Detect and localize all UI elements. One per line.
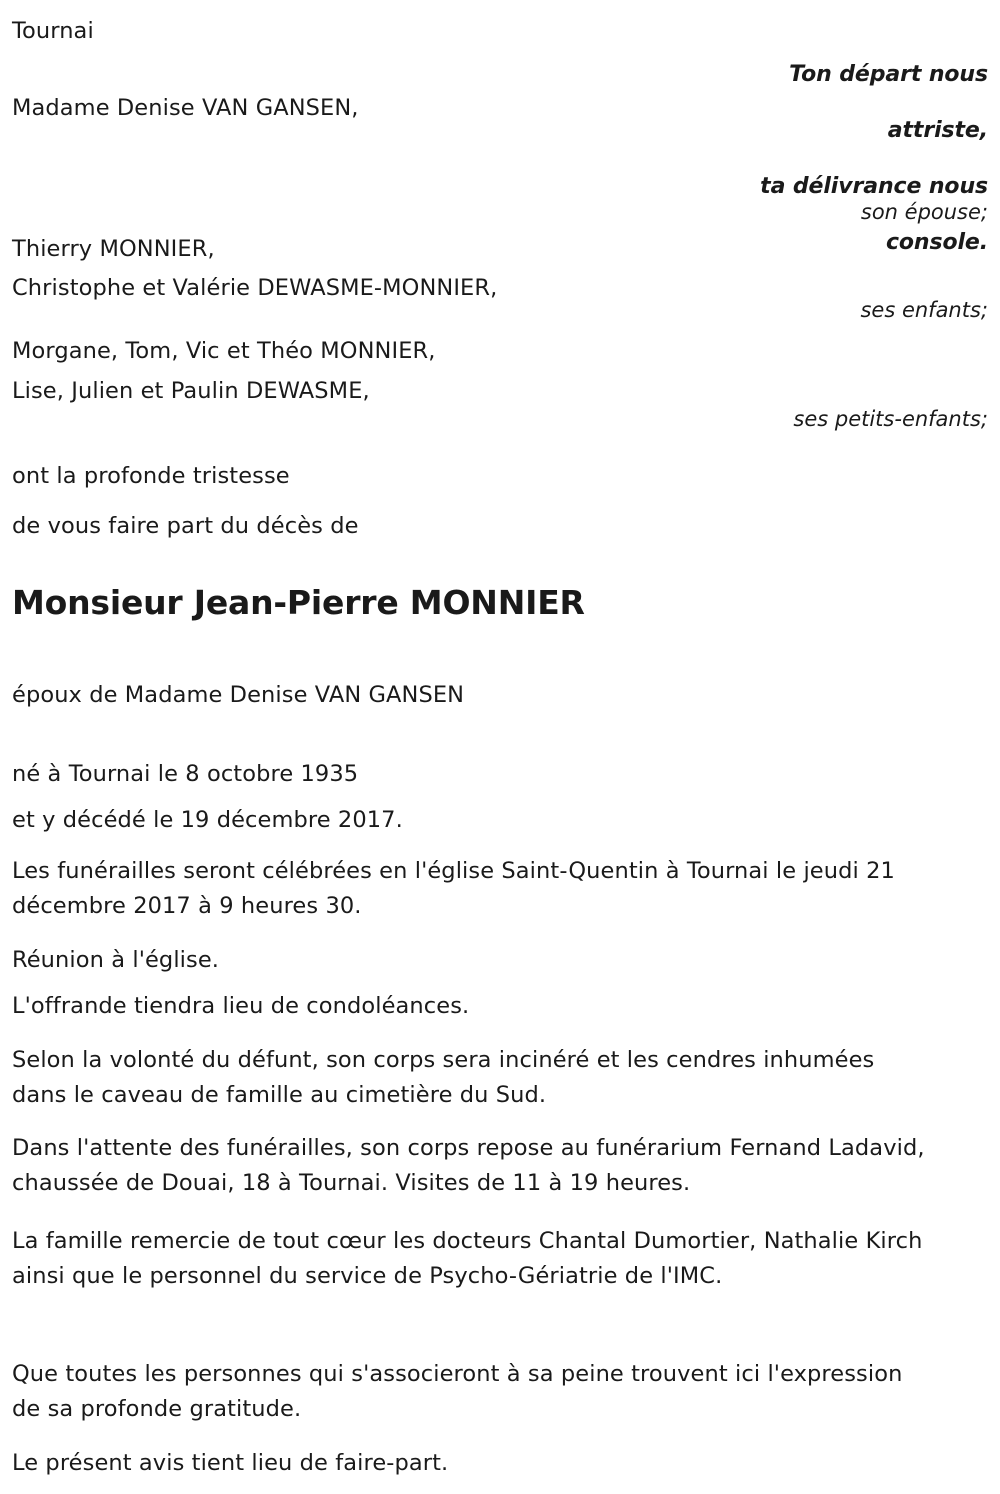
family-grandchild-name-2: Lise, Julien et Paulin DEWASME,	[12, 378, 370, 404]
family-grandchild-name-1: Morgane, Tom, Vic et Théo MONNIER,	[12, 338, 436, 364]
epitaph-line-1: Ton départ nous	[789, 62, 988, 87]
notice-paragraph: Le présent avis tient lieu de faire-part.	[12, 1450, 449, 1476]
locality-text: Tournai	[12, 18, 94, 44]
deceased-death-date: et y décédé le 19 décembre 2017.	[12, 807, 403, 833]
thanks-gratitude-paragraph: Que toutes les personnes qui s'associeront à sa peine trouvent ici l'expression de sa profonde gratitude.	[12, 1361, 903, 1422]
gathering-paragraph: Réunion à l'église.	[12, 947, 220, 973]
cremation-paragraph: Selon la volonté du défunt, son corps sera incinéré et les cendres inhumées dans le caveau de famille au cimetière du Sud.	[12, 1047, 875, 1108]
funerarium-paragraph: Dans l'attente des funérailles, son corps repose au funérarium Fernand Ladavid, chaussée de Douai, 18 à Tournai. Visites de 11 à 19 heures.	[12, 1135, 925, 1196]
family-child-name-2: Christophe et Valérie DEWASME-MONNIER,	[12, 275, 498, 301]
announcement-line-1: ont la profonde tristesse	[12, 463, 290, 489]
funeral-details-paragraph: Les funérailles seront célébrées en l'église Saint-Quentin à Tournai le jeudi 21 décembre 2017 à 9 heures 30.	[12, 858, 895, 919]
announcement-line-2: de vous faire part du décès de	[12, 513, 359, 539]
deceased-name-heading: Monsieur Jean-Pierre MONNIER	[12, 583, 585, 622]
family-child-name-1: Thierry MONNIER,	[12, 236, 215, 262]
epitaph-line-3: ta délivrance nous	[760, 174, 988, 199]
epitaph-block	[728, 36, 988, 282]
relation-label-grandchildren: ses petits-enfants;	[793, 407, 988, 431]
relation-label-spouse: son épouse;	[860, 200, 988, 224]
relation-label-children: ses enfants;	[860, 298, 988, 322]
deceased-spouse-of: époux de Madame Denise VAN GANSEN	[12, 682, 465, 708]
offering-paragraph: L'offrande tiendra lieu de condoléances.	[12, 993, 470, 1019]
epitaph-line-2: attriste,	[887, 118, 988, 143]
deceased-birth-date: né à Tournai le 8 octobre 1935	[12, 761, 359, 787]
epitaph-line-4: console.	[885, 230, 988, 255]
thanks-medical-paragraph: La famille remercie de tout cœur les docteurs Chantal Dumortier, Nathalie Kirch ainsi que le personnel du service de Psycho-Gériatrie de l'IMC.	[12, 1228, 923, 1289]
family-spouse-name: Madame Denise VAN GANSEN,	[12, 95, 359, 121]
